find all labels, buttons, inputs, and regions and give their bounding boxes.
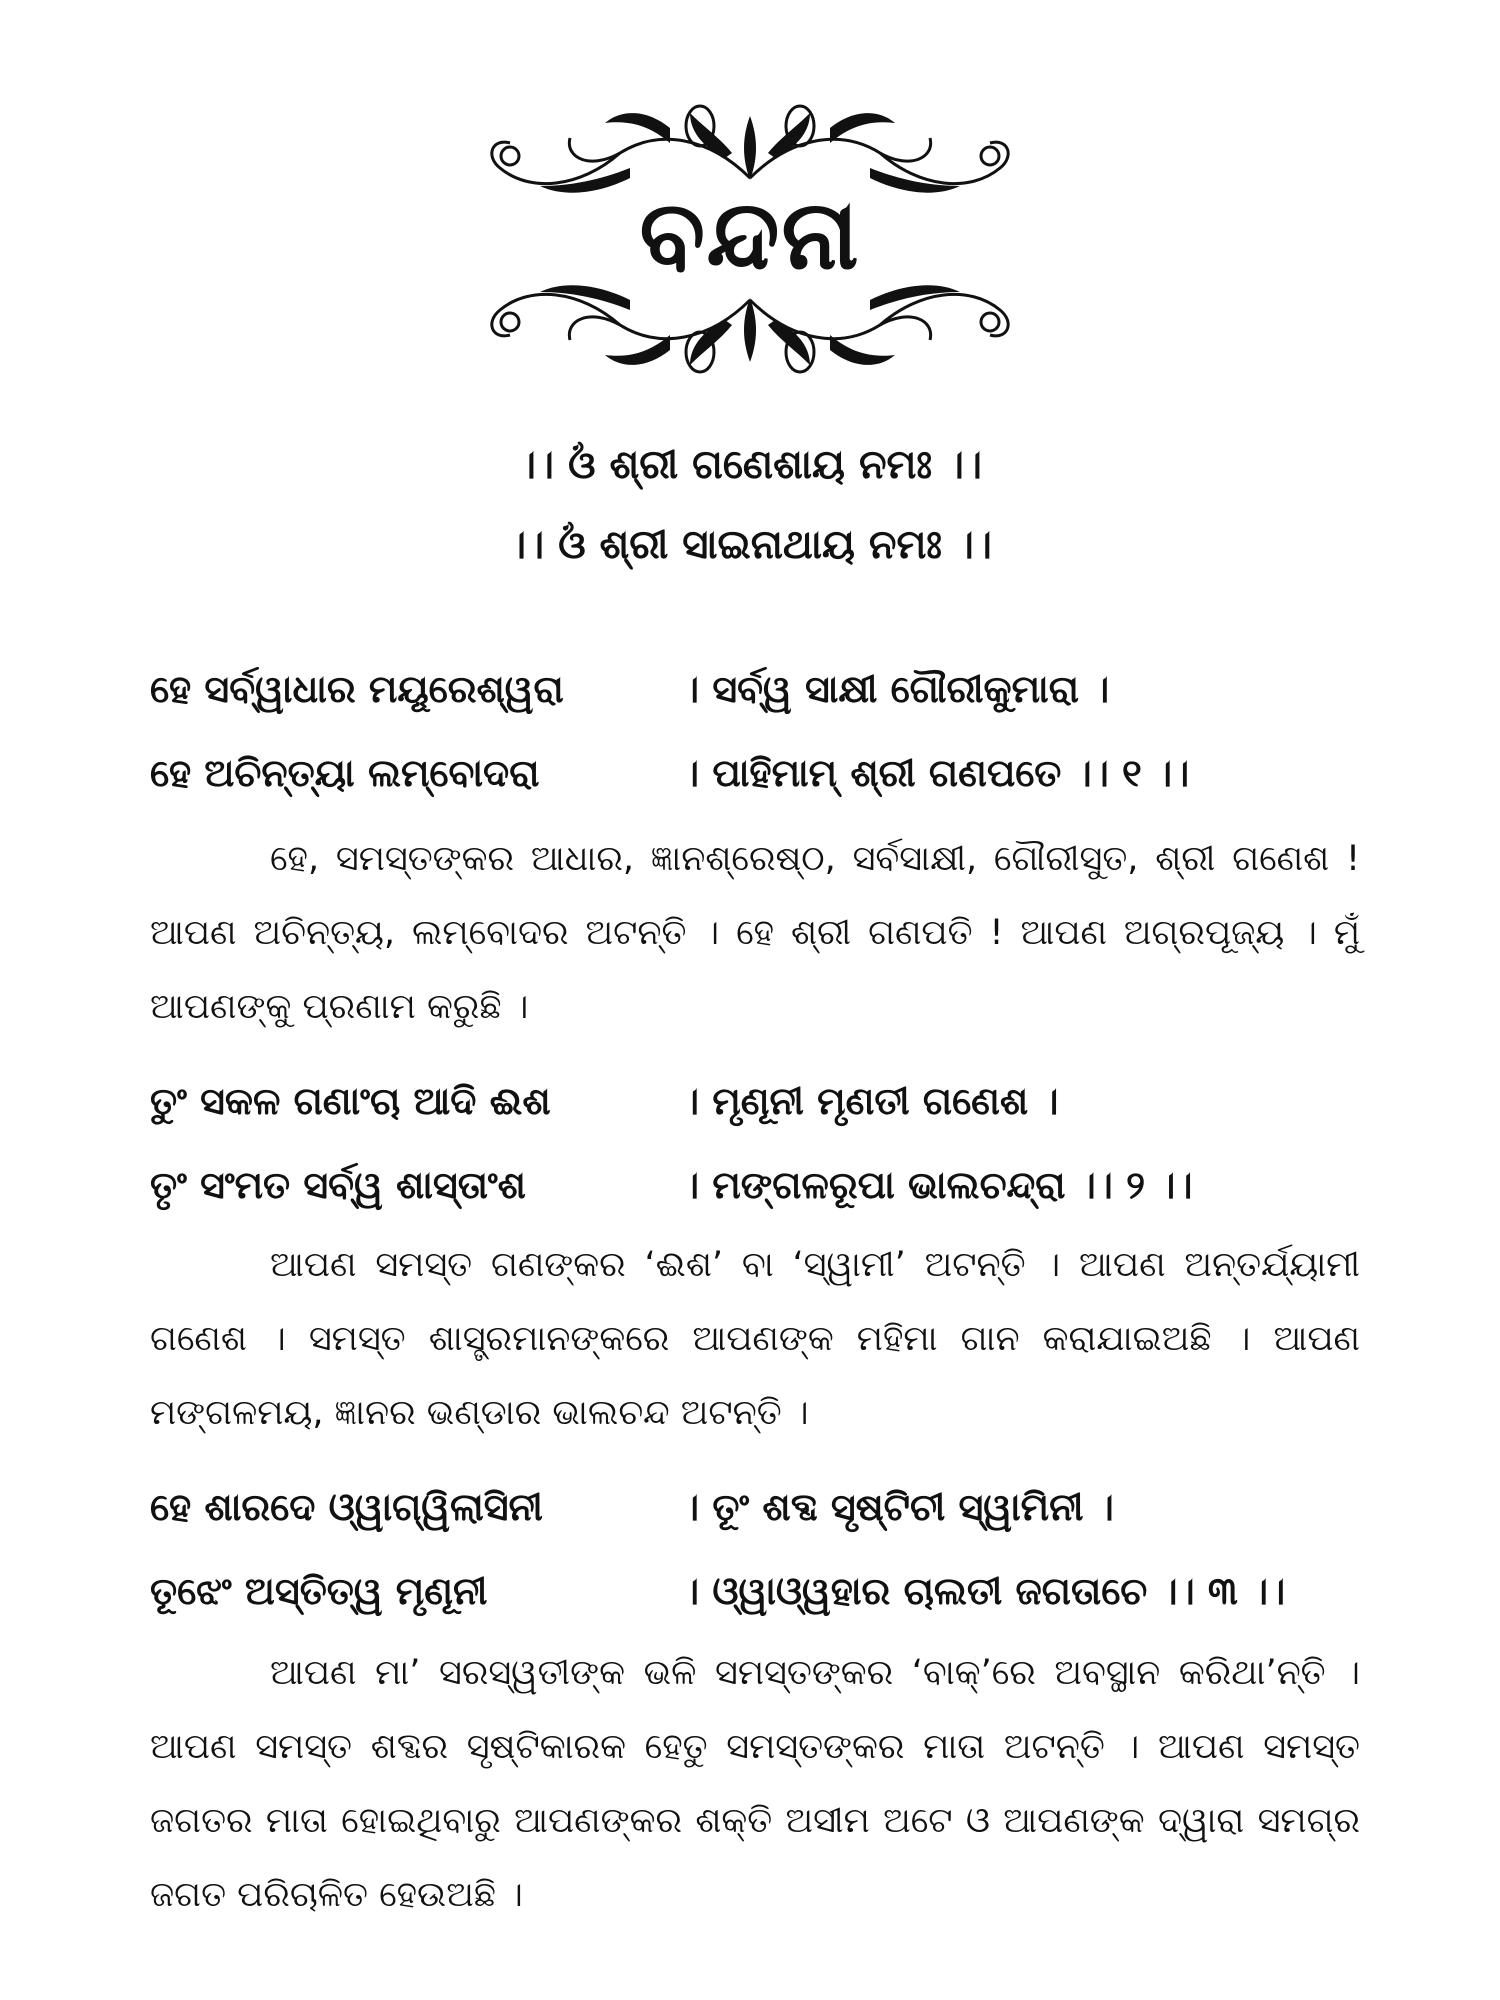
ornament-bottom-icon	[470, 270, 1030, 380]
verse-line-right: । ପାହିମାମ୍ ଶ୍ରୀ ଗଣପତେ ।। ୧ ।।	[682, 751, 1190, 795]
verse-line-left: ତୃଂ ସଂମତ ସର୍ବ୍ୱ ଶାସ୍ତାଂଶ	[150, 1163, 526, 1207]
verse-line-right: । ମଙ୍ଗଳରୂପା ଭାଲଚନ୍ଦ୍ରା ।। ୨ ।।	[682, 1163, 1193, 1207]
verse-2-explanation: ଆପଣ ସମସ୍ତ ଗଣଙ୍କର ‘ଈଶ’ ବା ‘ସ୍ୱାମୀ’ ଅଟନ୍ତି । ଆପଣ ଅନ୍ତର୍ଯ୍ୟାମୀ ଗଣେଶ । ସମସ୍ତ ଶାସ୍ତ୍ରମାନଙ୍କରେ ଆପଣଙ୍କ ମହିମା ଗାନ କରାଯାଇଅଛି । ଆପଣ ମଙ୍ଗଳମୟ, ଜ୍ଞାନର ଭଣ୍ଡାର ଭାଲଚନ୍ଦ ଅଟନ୍ତି ।	[150, 1245, 1360, 1433]
verse-2-line-2	[150, 1152, 1380, 1218]
verse-3-line-1	[150, 1474, 1380, 1540]
verse-1-explanation: ହେ, ସମସ୍ତଙ୍କର ଆଧାର, ଜ୍ଞାନଶ୍ରେଷ୍ଠ, ସର୍ବସାକ୍ଷୀ, ଗୌରୀସୁତ, ଶ୍ରୀ ଗଣେଶ ! ଆପଣ ଅଚିନ୍ତ୍ୟ, ଲମ୍ବୋଦର ଅଟନ୍ତି । ହେ ଶ୍ରୀ ଗଣପତି ! ଆପଣ ଅଗ୍ରପୂଜ୍ୟ । ମୁଁ ଆପଣଙ୍କୁ ପ୍ରଣାମ କରୁଛି ।	[150, 839, 1360, 1027]
verse-line-left: ହେ ଅଚିନ୍ତ୍ୟା ଲମ୍ବୋଦରା	[150, 751, 540, 795]
verse-line-left: ତୁଂ ସକଳ ଗଣାଂଚା ଆଦି ଈଶ	[150, 1079, 551, 1123]
verse-2-line-1	[150, 1068, 1380, 1134]
verse-line-right: । ସର୍ବ୍ୱ ସାକ୍ଷୀ ଗୌରୀକୁମାରା ।	[682, 667, 1110, 711]
verse-3-explanation: ଆପଣ ମା’ ସରସ୍ୱତୀଙ୍କ ଭଳି ସମସ୍ତଙ୍କର ‘ବାକ୍’ରେ ଅବସ୍ଥାନ କରିଥା’ନ୍ତି । ଆପଣ ସମସ୍ତ ଶବ୍ଦର ସୃଷ୍ଟିକାରକ ହେତୁ ସମସ୍ତଙ୍କର ମାତା ଅଟନ୍ତି । ଆପଣ ସମସ୍ତ ଜଗତର ମାତା ହୋଇଥିବାରୁ ଆପଣଙ୍କର ଶକ୍ତି ଅସୀମ ଅଟେ ଓ ଆପଣଙ୍କ ଦ୍ୱାରା ସମଗ୍ର ଜଗତ ପରିଚାଳିତ ହେଉଅଛି ।	[150, 1653, 1360, 1915]
verse-line-left: ତୂଝେଂ ଅସ୍ତିତ୍ୱ ମୃଣୂନୀ	[150, 1569, 488, 1613]
invocation-sainath: ।। ଓଁ ଶ୍ରୀ ସାଇନାଥାୟ ନମଃ ।।	[508, 522, 992, 568]
page-title: ବନ୍ଦନା	[639, 179, 861, 291]
verse-line-right: । ମୃଣୂନୀ ମୃଣତୀ ଗଣେଶ ।	[682, 1079, 1059, 1123]
verse-line-right: । ଓ୍ୱାଓ୍ୱହାର ଚାଲତୀ ଜଗତାଚେ ।। ୩ ।।	[682, 1569, 1286, 1613]
verse-3-line-2	[150, 1558, 1380, 1624]
verse-line-left: ହେ ସର୍ବ୍ୱାଧାର ମୟୂରେଶ୍ୱରା	[150, 667, 564, 711]
verse-1-line-1	[150, 656, 1380, 722]
verse-line-right: । ତୂଂ ଶବ୍ଦ ସୃଷ୍ଟିଚୀ ସ୍ୱାମିନୀ ।	[682, 1485, 1114, 1529]
verse-1-line-2	[150, 740, 1380, 806]
verse-line-left: ହେ ଶାରଦେ ଓ୍ୱାଗ୍ୱିଲାସିନୀ	[150, 1485, 543, 1529]
invocation-ganesha: ।। ଓଁ ଶ୍ରୀ ଗଣେଶାୟ ନମଃ ।।	[518, 442, 982, 488]
